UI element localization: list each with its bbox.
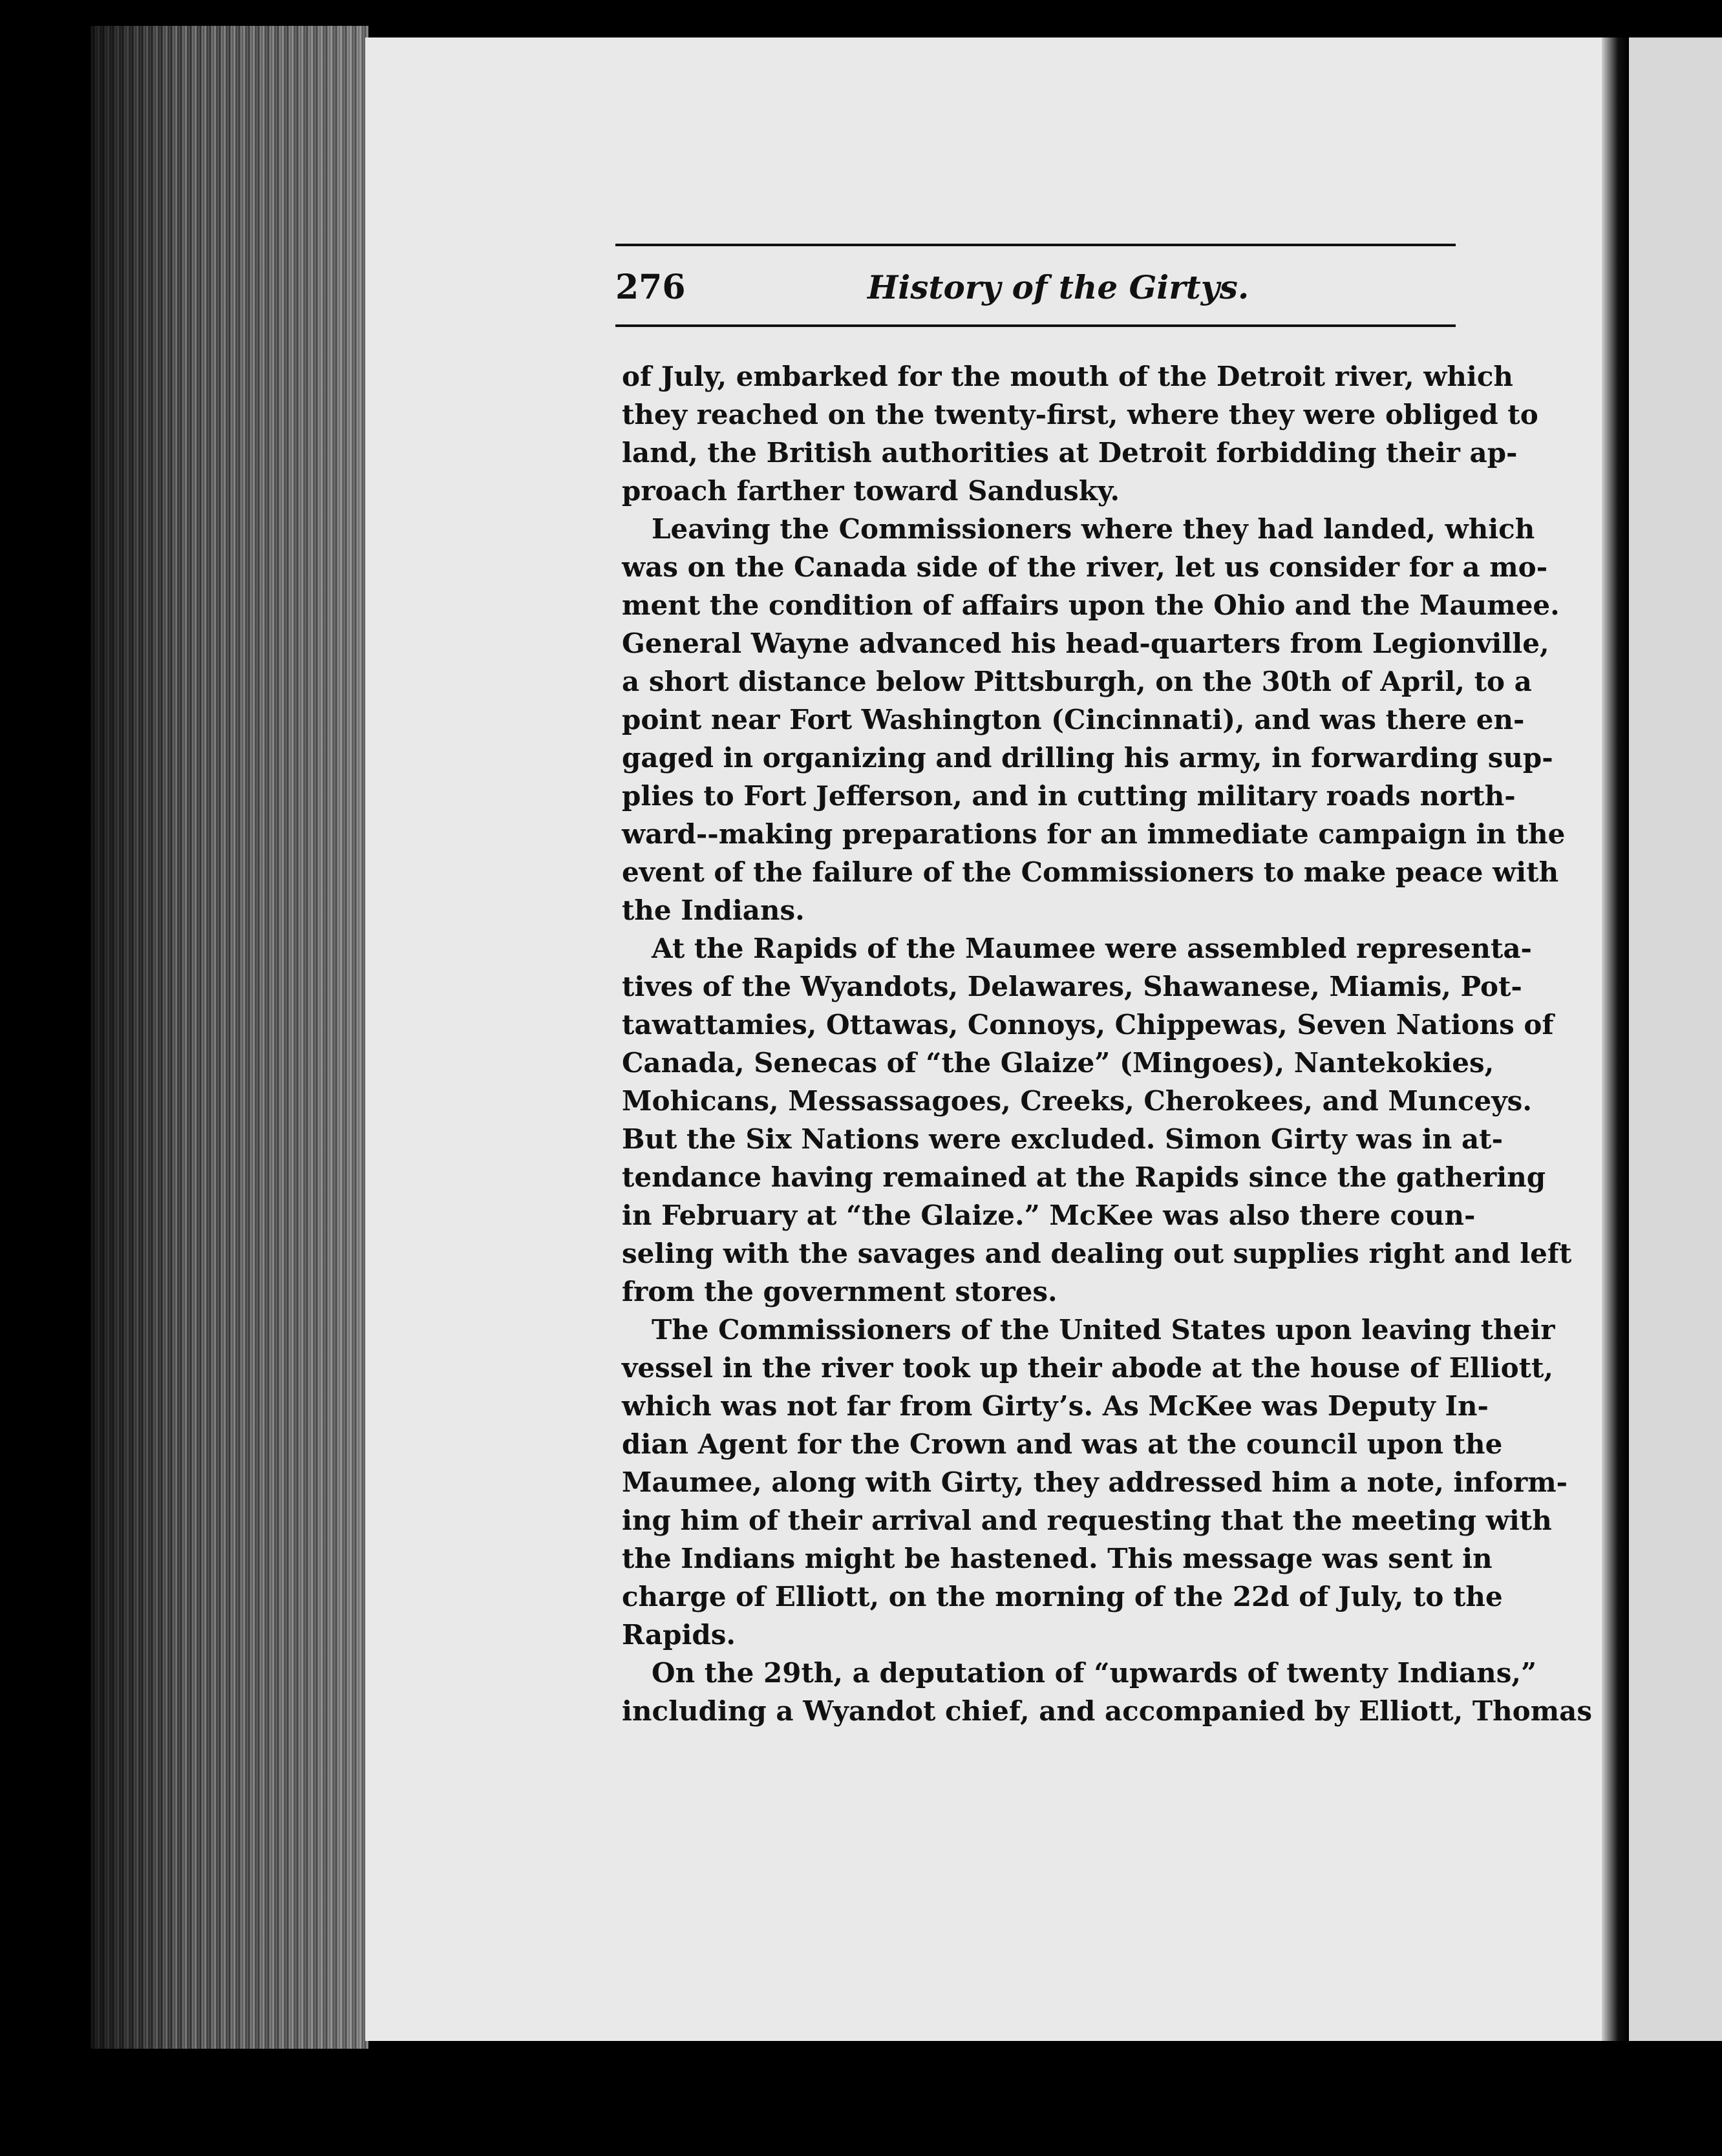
text-line: proach farther toward Sandusky. (622, 475, 1120, 507)
text-line: tawattamies, Ottawas, Connoys, Chippewas, Seven Nations of (622, 1009, 1554, 1041)
text-line: plies to Fort Jefferson, and in cutting military roads north- (622, 780, 1516, 812)
text-line: the Indians. (622, 894, 805, 926)
text-line: in February at “the Glaize.” McKee was also there coun- (622, 1200, 1476, 1231)
body-text (622, 357, 1592, 1730)
running-head-title: History of the Girtys. (867, 268, 1249, 306)
text-line: they reached on the twenty-first, where they were obliged to (622, 399, 1538, 430)
text-line: General Wayne advanced his head-quarters from Legionville, (622, 628, 1549, 659)
text-line: Leaving the Commissioners where they had landed, which (652, 513, 1535, 545)
text-line: ing him of their arrival and requesting that the meeting with (622, 1505, 1552, 1536)
paragraph (622, 357, 1538, 510)
header-rule-bottom (615, 324, 1456, 327)
opposite-page-edge (1629, 37, 1722, 2041)
text-line: seling with the savages and dealing out supplies right and left (622, 1238, 1572, 1269)
text-line: ment the condition of affairs upon the Ohio and the Maumee. (622, 589, 1560, 621)
text-line: Rapids. (622, 1619, 736, 1651)
text-line: On the 29th, a deputation of “upwards of twenty Indians,” (652, 1657, 1537, 1689)
text-line: including a Wyandot chief, and accompanied by Elliott, Thomas (622, 1695, 1592, 1727)
page-number: 276 (615, 268, 686, 307)
text-line: charge of Elliott, on the morning of the 22d of July, to the (622, 1581, 1503, 1612)
text-line: a short distance below Pittsburgh, on the 30th of April, to a (622, 666, 1532, 697)
text-line: was on the Canada side of the river, let us consider for a mo- (622, 551, 1548, 583)
text-line: The Commissioners of the United States upon leaving their (652, 1314, 1555, 1346)
gutter-shadow (1602, 37, 1629, 2041)
text-line: vessel in the river took up their abode at the house of Elliott, (622, 1352, 1554, 1384)
text-line: which was not far from Girty’s. As McKee was Deputy In- (622, 1390, 1489, 1422)
text-line: dian Agent for the Crown and was at the council upon the (622, 1428, 1503, 1460)
text-line: from the government stores. (622, 1276, 1058, 1307)
text-line: tives of the Wyandots, Delawares, Shawanese, Miamis, Pot- (622, 971, 1522, 1002)
text-line: But the Six Nations were excluded. Simon Girty was in at- (622, 1123, 1504, 1155)
text-line: Maumee, along with Girty, they addressed him a note, inform- (622, 1466, 1568, 1498)
text-line: Mohicans, Messassagoes, Creeks, Cherokees, and Munceys. (622, 1085, 1532, 1117)
text-line: event of the failure of the Commissioners to make peace with (622, 856, 1559, 888)
text-line: Canada, Senecas of “the Glaize” (Mingoes), Nantekokies, (622, 1047, 1494, 1079)
text-line: gaged in organizing and drilling his army, in forwarding sup- (622, 742, 1553, 774)
text-line: point near Fort Washington (Cincinnati), and was there en- (622, 704, 1525, 735)
paragraph (622, 1311, 1568, 1654)
page-edges-shading (90, 26, 368, 2049)
header-rule-top (615, 244, 1456, 246)
text-line: tendance having remained at the Rapids since the gathering (622, 1161, 1546, 1193)
paragraph (622, 929, 1572, 1311)
paragraph (622, 510, 1566, 929)
text-line: of July, embarked for the mouth of the Detroit river, which (622, 361, 1513, 392)
text-line: the Indians might be hastened. This message was sent in (622, 1543, 1493, 1574)
text-line: land, the British authorities at Detroit forbidding their ap- (622, 437, 1518, 469)
paragraph (622, 1654, 1592, 1730)
running-head (615, 262, 1456, 313)
text-line: At the Rapids of the Maumee were assembled representa- (652, 933, 1532, 964)
text-line: ward--making preparations for an immediate campaign in the (622, 818, 1566, 850)
